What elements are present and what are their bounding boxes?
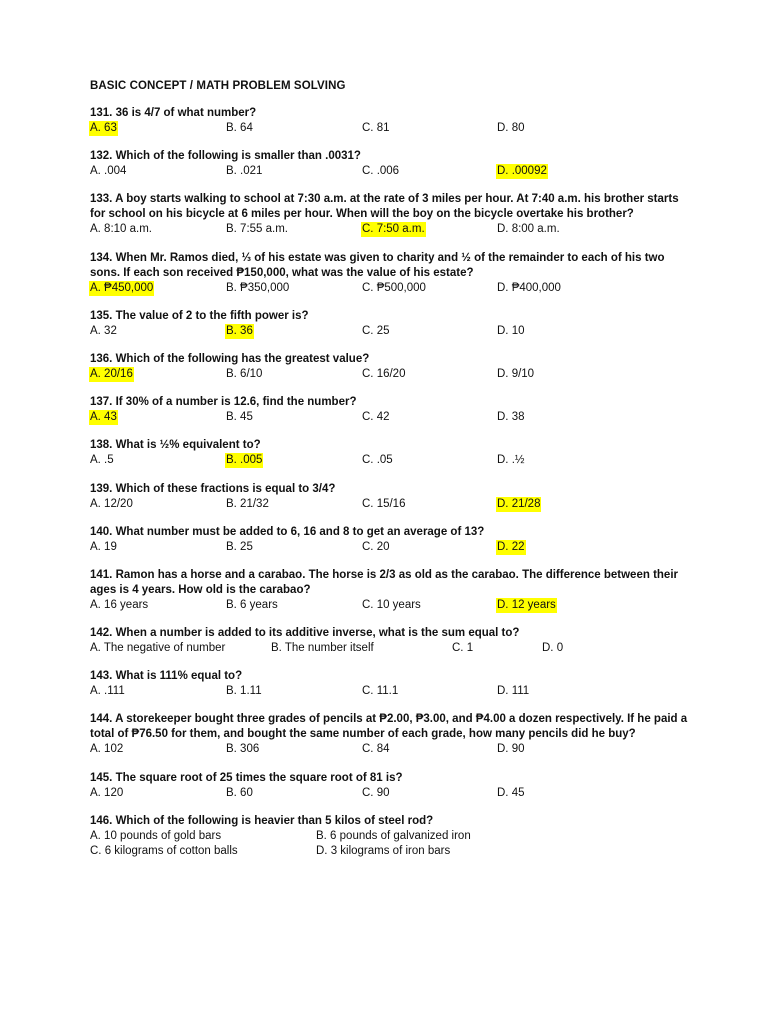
- question-item: [90, 106, 690, 136]
- answer-option[interactable]: C. 25: [362, 324, 390, 337]
- answer-option[interactable]: D. 10: [497, 324, 525, 337]
- answer-options: [90, 281, 690, 296]
- answer-options: [90, 742, 690, 757]
- question-text: 143. What is 111% equal to?: [90, 670, 243, 683]
- question-text: 144. A storekeeper bought three grades of pencils at ₱2.00, ₱3.00, and ₱4.00 a dozen respectively. If he paid a total of ₱76.50 for them, and bought the same number of each grade, how many pencils did he buy?: [90, 713, 688, 741]
- answer-option[interactable]: D. 80: [497, 122, 525, 134]
- question-item: [90, 251, 690, 296]
- answer-option[interactable]: A. 120: [90, 786, 124, 799]
- answer-option[interactable]: A. ₱450,000: [90, 281, 154, 294]
- question-text: 136. Which of the following has the greatest value?: [90, 352, 370, 365]
- answer-option[interactable]: C. 81: [362, 122, 390, 134]
- answer-option[interactable]: A. 8:10 a.m.: [90, 223, 153, 236]
- question-text: 133. A boy starts walking to school at 7:30 a.m. at the rate of 3 miles per hour. At 7:40 a.m. his brother starts for school on his bicycle at 6 miles per hour. When will the boy on the bicycle overtake his brother?: [90, 193, 679, 221]
- question-item: [90, 352, 690, 382]
- answer-option[interactable]: C. 10 years: [362, 598, 421, 611]
- question-item: [90, 192, 690, 237]
- answer-option[interactable]: B. 64: [226, 122, 253, 134]
- answer-option[interactable]: D. .00092: [497, 165, 547, 178]
- answer-option[interactable]: A. .5: [90, 454, 114, 467]
- answer-options: [90, 222, 690, 237]
- answer-option[interactable]: B. 45: [226, 411, 253, 424]
- question-text: 135. The value of 2 to the fifth power is?: [90, 309, 309, 322]
- question-item: [90, 525, 690, 555]
- question-text: 141. Ramon has a horse and a carabao. The horse is 2/3 as old as the carabao. The difference between their ages is 4 years. How old is the carabao?: [90, 568, 678, 596]
- document-title: BASIC CONCEPT / MATH PROBLEM SOLVING: [90, 80, 346, 92]
- answer-option[interactable]: B. 6 pounds of galvanized iron: [316, 829, 471, 842]
- answer-option[interactable]: C. 90: [362, 786, 390, 799]
- answer-options: [90, 829, 690, 844]
- answer-option[interactable]: A. 102: [90, 743, 124, 756]
- answer-options: [90, 497, 690, 512]
- answer-option[interactable]: B. 21/32: [226, 497, 269, 510]
- question-item: [90, 626, 690, 656]
- answer-option[interactable]: B. The number itself: [271, 642, 374, 655]
- question-item: [90, 814, 690, 859]
- answer-option[interactable]: B. 1.11: [226, 685, 262, 698]
- question-item: [90, 438, 690, 468]
- answer-option[interactable]: C. ₱500,000: [362, 281, 426, 294]
- answer-options: [90, 684, 690, 699]
- answer-option[interactable]: C. 1: [452, 642, 474, 655]
- answer-option[interactable]: D. 0: [542, 642, 564, 655]
- answer-options: [90, 324, 690, 339]
- question-item: [90, 771, 690, 801]
- answer-option[interactable]: C. 6 kilograms of cotton balls: [90, 844, 238, 857]
- question-text: 142. When a number is added to its additive inverse, what is the sum equal to?: [90, 627, 520, 640]
- question-text: 145. The square root of 25 times the square root of 81 is?: [90, 771, 403, 784]
- answer-option[interactable]: C. 42: [362, 411, 390, 424]
- answer-option[interactable]: C. 16/20: [362, 367, 406, 380]
- answer-option[interactable]: B. 6 years: [226, 598, 278, 611]
- answer-option[interactable]: D. ₱400,000: [497, 281, 561, 294]
- answer-options: [90, 598, 690, 613]
- question-item: [90, 395, 690, 425]
- answer-option[interactable]: C. 84: [362, 743, 390, 756]
- answer-option[interactable]: A. 19: [90, 540, 117, 553]
- question-text: 139. Which of these fractions is equal to 3/4?: [90, 482, 336, 495]
- answer-option[interactable]: A. 43: [90, 411, 117, 424]
- question-item: [90, 712, 690, 757]
- answer-option[interactable]: C. 7:50 a.m.: [362, 223, 425, 236]
- answer-option[interactable]: C. 11.1: [362, 685, 399, 698]
- answer-options: [90, 540, 690, 555]
- answer-option[interactable]: D. 12 years: [497, 598, 556, 611]
- answer-options: [90, 410, 690, 425]
- answer-option[interactable]: A. 16 years: [90, 598, 149, 611]
- answer-options: [90, 844, 690, 859]
- answer-option[interactable]: B. .005: [226, 454, 263, 467]
- question-text: 131. 36 is 4/7 of what number?: [90, 107, 257, 119]
- answer-option[interactable]: A. 12/20: [90, 497, 133, 510]
- answer-option[interactable]: B. ₱350,000: [226, 281, 290, 294]
- answer-option[interactable]: C. 15/16: [362, 497, 406, 510]
- answer-option[interactable]: A. 20/16: [90, 367, 133, 380]
- answer-option[interactable]: A. 63: [90, 122, 117, 134]
- question-item: [90, 309, 690, 339]
- answer-option[interactable]: D. 38: [497, 411, 525, 424]
- answer-options: [90, 164, 690, 179]
- answer-option[interactable]: C. .006: [362, 165, 400, 178]
- answer-option[interactable]: D. 22: [497, 540, 525, 553]
- question-list: [90, 106, 690, 859]
- answer-options: [90, 121, 690, 136]
- answer-option[interactable]: D. 3 kilograms of iron bars: [316, 844, 451, 857]
- answer-option[interactable]: D. 21/28: [497, 497, 541, 510]
- answer-options: [90, 453, 690, 468]
- question-item: [90, 669, 690, 699]
- answer-option[interactable]: D. 8:00 a.m.: [497, 223, 560, 236]
- answer-option[interactable]: A. 32: [90, 324, 117, 337]
- question-item: [90, 482, 690, 512]
- answer-option[interactable]: D. 45: [497, 786, 525, 799]
- question-text: 137. If 30% of a number is 12.6, find the number?: [90, 396, 357, 409]
- question-text: 138. What is ½% equivalent to?: [90, 439, 261, 452]
- answer-option[interactable]: D. .½: [497, 454, 525, 467]
- question-text: 140. What number must be added to 6, 16 and 8 to get an average of 13?: [90, 525, 485, 538]
- answer-option[interactable]: B. 36: [226, 324, 253, 337]
- question-text: 134. When Mr. Ramos died, ⅓ of his estate was given to charity and ½ of the remainder to each of his two sons. If each son received ₱150,000, what was the value of his estate?: [90, 251, 665, 279]
- question-item: [90, 149, 690, 179]
- document-page: [90, 79, 690, 872]
- question-item: [90, 568, 690, 613]
- answer-option[interactable]: D. 9/10: [497, 367, 535, 380]
- answer-option[interactable]: D. 111: [497, 685, 530, 698]
- answer-option[interactable]: B. 6/10: [226, 367, 263, 380]
- question-text: 132. Which of the following is smaller than .0031?: [90, 150, 361, 163]
- answer-option[interactable]: A. .004: [90, 165, 127, 178]
- answer-option[interactable]: B. 25: [226, 540, 253, 553]
- answer-option[interactable]: C. .05: [362, 454, 393, 467]
- answer-option[interactable]: A. .111: [90, 685, 125, 698]
- answer-option[interactable]: A. 10 pounds of gold bars: [90, 829, 222, 842]
- answer-option[interactable]: D. 90: [497, 743, 525, 756]
- answer-option[interactable]: B. 60: [226, 786, 253, 799]
- answer-option[interactable]: C. 20: [362, 540, 390, 553]
- answer-options: [90, 367, 690, 382]
- question-text: 146. Which of the following is heavier than 5 kilos of steel rod?: [90, 814, 434, 827]
- answer-option[interactable]: B. 7:55 a.m.: [226, 223, 289, 236]
- answer-option[interactable]: B. .021: [226, 165, 263, 178]
- answer-option[interactable]: B. 306: [226, 743, 260, 756]
- answer-options: [90, 641, 690, 656]
- answer-option[interactable]: A. The negative of number: [90, 642, 226, 655]
- answer-options: [90, 786, 690, 801]
